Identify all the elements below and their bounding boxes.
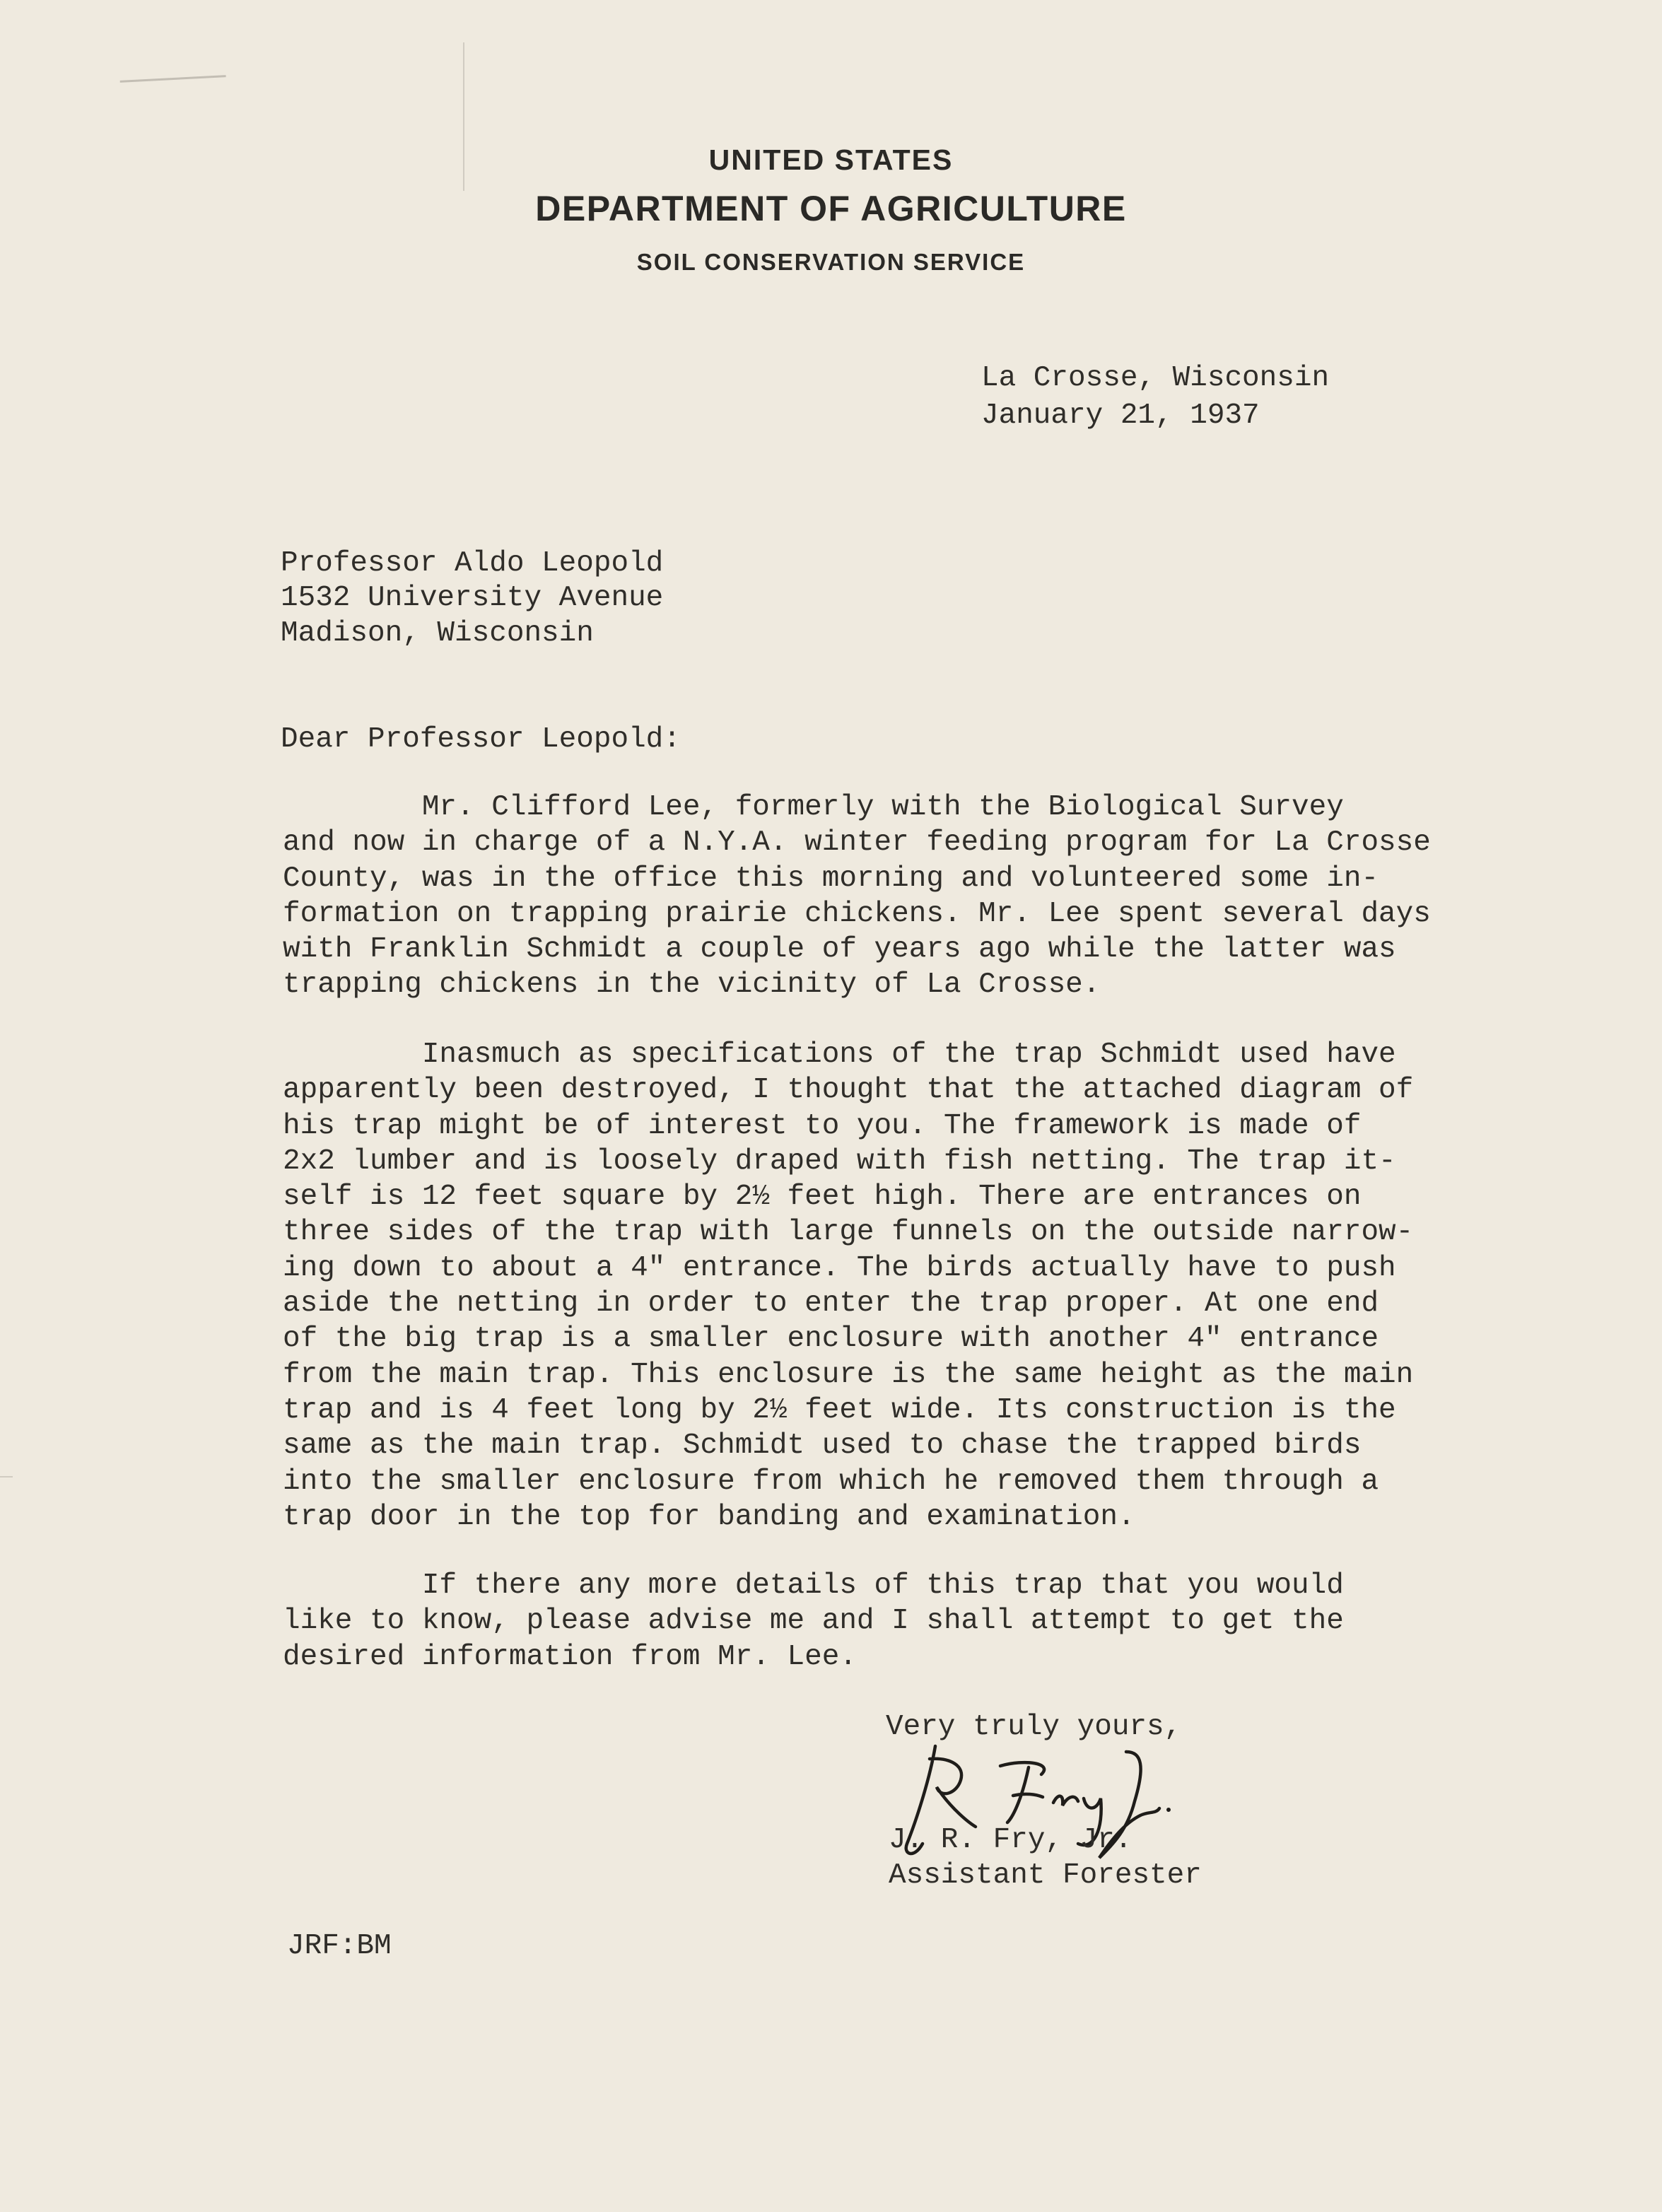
body-line: formation on trapping prairie chickens. Mr. Lee spent several days (283, 897, 1431, 930)
body-line: three sides of the trap with large funnels on the outside narrow- (283, 1216, 1414, 1249)
letterhead-country: UNITED STATES (708, 144, 954, 176)
body-line: aside the netting in order to enter the trap proper. At one end (283, 1287, 1379, 1321)
body-paragraph (283, 1568, 1344, 1675)
letterhead-service: SOIL CONSERVATION SERVICE (636, 249, 1026, 275)
body-line: from the main trap. This enclosure is the same height as the main (283, 1358, 1414, 1391)
body-line: and now in charge of a N.Y.A. winter feeding program for La Crosse (283, 826, 1431, 860)
paper-mark (0, 1476, 13, 1477)
body-line: self is 12 feet square by 2½ feet high. There are entrances on (283, 1181, 1362, 1214)
body-line: of the big trap is a smaller enclosure with another 4" entrance (283, 1323, 1379, 1356)
body-line: same as the main trap. Schmidt used to chase the trapped birds (283, 1429, 1362, 1463)
body-line: apparently been destroyed, I thought that the attached diagram of (283, 1074, 1414, 1107)
body-line: trap and is 4 feet long by 2½ feet wide. Its construction is the (283, 1393, 1396, 1427)
body-line: 2x2 lumber and is loosely draped with fish netting. The trap it- (283, 1145, 1396, 1178)
closing: Very truly yours, (886, 1711, 1182, 1743)
recipient-street: 1532 University Avenue (281, 582, 664, 614)
body-line: County, was in the office this morning and volunteered some in- (283, 862, 1379, 895)
body-line: Inasmuch as specifications of the trap Schmidt used have (283, 1038, 1396, 1071)
letter-date: January 21, 1937 (981, 399, 1260, 432)
body-line: like to know, please advise me and I shall attempt to get the (283, 1605, 1344, 1638)
body-line: If there any more details of this trap that you would (283, 1569, 1344, 1602)
body-paragraph (283, 790, 1431, 1003)
body-line: his trap might be of interest to you. The framework is made of (283, 1109, 1362, 1142)
typed-name: J. R. Fry, Jr. (889, 1824, 1133, 1856)
body-line: desired information from Mr. Lee. (283, 1640, 857, 1673)
body-line: ing down to about a 4" entrance. The birds actually have to push (283, 1251, 1396, 1285)
letterhead-department: DEPARTMENT OF AGRICULTURE (535, 189, 1127, 228)
letter-place: La Crosse, Wisconsin (981, 362, 1330, 394)
salutation: Dear Professor Leopold: (281, 723, 681, 756)
body-paragraph (283, 1037, 1413, 1535)
signer-title: Assistant Forester (889, 1859, 1202, 1892)
paper-smudge (120, 75, 227, 93)
recipient-name: Professor Aldo Leopold (281, 547, 664, 580)
body-line: trapping chickens in the vicinity of La Crosse. (283, 969, 1101, 1002)
body-line: into the smaller enclosure from which he removed them through a (283, 1465, 1379, 1498)
body-line: trap door in the top for banding and examination. (283, 1500, 1135, 1533)
body-line: Mr. Clifford Lee, formerly with the Biological Survey (283, 791, 1344, 824)
recipient-city: Madison, Wisconsin (281, 617, 594, 650)
body-line: with Franklin Schmidt a couple of years ago while the latter was (283, 933, 1396, 966)
reference-initials: JRF:BM (287, 1930, 392, 1962)
